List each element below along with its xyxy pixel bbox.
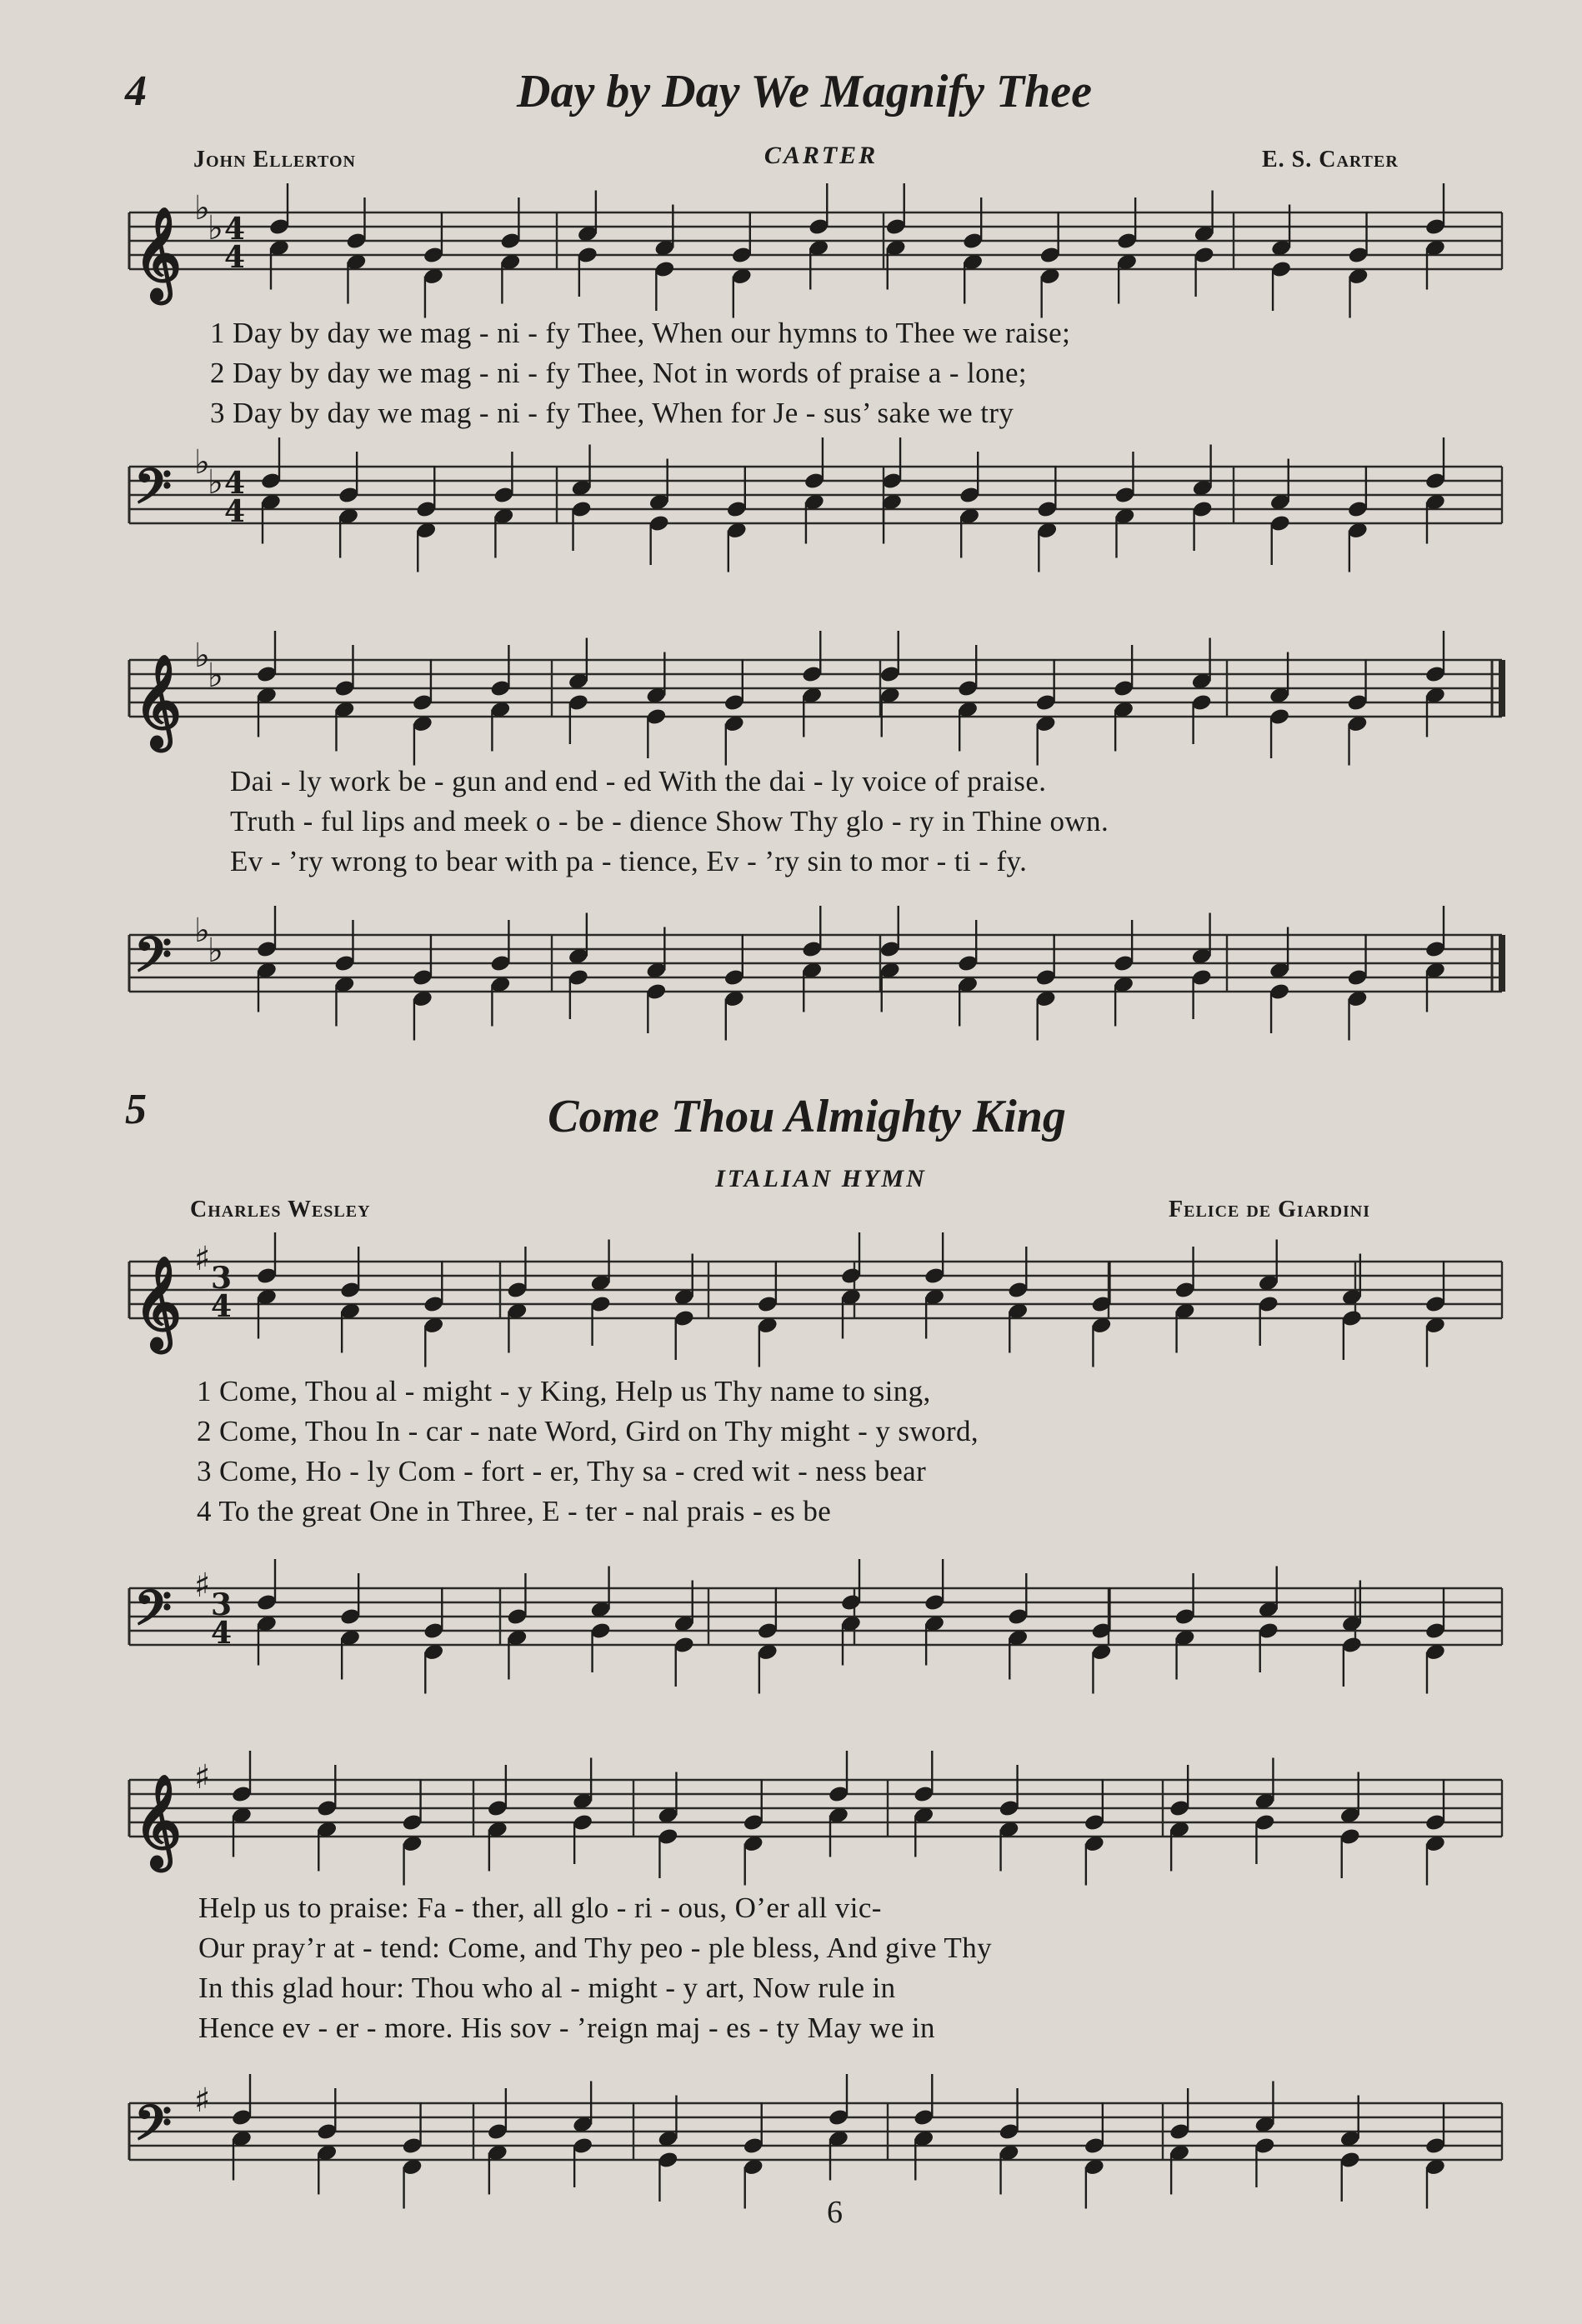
page-number: 6 [827,2195,843,2230]
treble-clef-icon: 𝄞 [134,653,182,747]
treble-clef-icon: 𝄞 [134,1773,182,1867]
lyric-line: 1 Come, Thou al - might - y King, Help us Thy name to sing, [197,1375,931,1407]
flat-icon: ♭ [208,931,223,970]
lyric-line: Hence ev - er - more. His sov - ’reign maj - es - ty May we in [198,2012,935,2044]
sharp-icon: ♯ [194,1566,211,1605]
lyric-line: Dai - ly work be - gun and end - ed With the dai - ly voice of praise. [230,765,1047,797]
hymn-author: Charles Wesley [190,1197,371,1222]
sharp-icon: ♯ [194,1757,211,1797]
time-signature: 3 [211,1587,233,1622]
lyric-line: 4 To the great One in Three, E - ter - nal prais - es be [197,1495,832,1527]
time-signature: 3 [211,1261,233,1296]
bass-clef-icon: 𝄢 [134,457,173,527]
time-signature: 4 [224,240,246,275]
lyric-line: In this glad hour: Thou who al - might - y art, Now rule in [198,1972,896,2004]
lyric-line: 3 Day by day we mag - ni - fy Thee, When for Je - sus’ sake we try [210,397,1014,429]
hymn-composer: E. S. Carter [1262,147,1399,172]
time-signature: 4 [224,212,246,247]
hymn-author: John Ellerton [193,147,356,172]
time-signature: 4 [211,1616,233,1651]
flat-icon: ♭ [194,442,210,482]
bass-clef-icon: 𝄢 [134,926,173,995]
lyric-line: Ev - ’ry wrong to bear with pa - tience, Ev - ’ry sin to mor - ti - fy. [230,845,1028,877]
flat-icon: ♭ [194,188,210,227]
lyric-line: 1 Day by day we mag - ni - fy Thee, When our hymns to Thee we raise; [210,317,1071,349]
hymn-number: 5 [125,1086,147,1133]
hymn-number: 4 [125,67,147,115]
bass-clef-icon: 𝄢 [134,2094,173,2163]
flat-icon: ♭ [208,462,223,502]
flat-icon: ♭ [194,911,210,950]
sharp-icon: ♯ [194,1239,211,1278]
time-signature: 4 [224,466,246,501]
treble-clef-icon: 𝄞 [134,206,182,300]
hymn-composer: Felice de Giardini [1169,1197,1371,1222]
hymn-tune-name: CARTER [763,142,879,169]
treble-clef-icon: 𝄞 [134,1255,182,1349]
hymn-title: Day by Day We Magnify Thee [517,66,1092,117]
lyric-line: 3 Come, Ho - ly Com - fort - er, Thy sa - cred wit - ness bear [197,1455,927,1487]
flat-icon: ♭ [208,208,223,247]
flat-icon: ♭ [208,656,223,695]
flat-icon: ♭ [194,636,210,675]
time-signature: 4 [224,494,246,529]
lyric-line: 2 Day by day we mag - ni - fy Thee, Not in words of praise a - lone; [210,357,1028,389]
lyric-line: Truth - ful lips and meek o - be - dience Show Thy glo - ry in Thine own. [230,805,1109,837]
sharp-icon: ♯ [194,2081,211,2120]
time-signature: 4 [211,1289,233,1324]
bass-clef-icon: 𝄢 [134,1579,173,1648]
hymn-tune-name: ITALIAN HYMN [715,1165,927,1192]
lyric-line: Help us to praise: Fa - ther, all glo - ri - ous, O’er all vic- [198,1892,882,1924]
hymn-title: Come Thou Almighty King [548,1091,1066,1142]
lyric-line: 2 Come, Thou In - car - nate Word, Gird on Thy might - y sword, [197,1415,979,1447]
lyric-line: Our pray’r at - tend: Come, and Thy peo - ple bless, And give Thy [198,1932,993,1964]
